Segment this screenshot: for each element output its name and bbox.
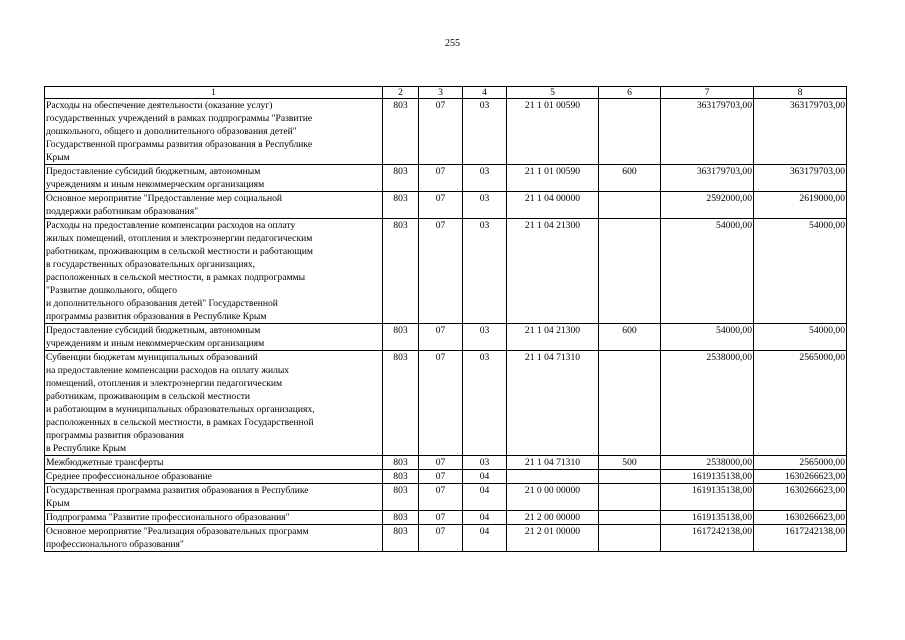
row-description xyxy=(45,165,383,192)
description-line: государственных учреждений в рамках подпрограммы "Развитие xyxy=(46,113,313,124)
cell-section-code: 07 xyxy=(419,470,463,484)
cell-section-code: 07 xyxy=(419,165,463,192)
description-line: Крым xyxy=(46,152,70,163)
cell-expense-type: 600 xyxy=(599,324,661,351)
header-col-5: 5 xyxy=(507,87,599,99)
table-row xyxy=(45,525,847,552)
cell-target-code: 21 1 01 00590 xyxy=(507,99,599,165)
description-line: работникам, проживающим в сельской местности и работающим xyxy=(46,246,313,257)
header-row xyxy=(45,87,847,99)
page-number: 255 xyxy=(445,38,460,49)
cell-subsection-code: 04 xyxy=(463,525,507,552)
description-line: Государственной программы развития образования в Республике xyxy=(46,139,313,150)
table-row xyxy=(45,99,847,165)
header-col-6: 6 xyxy=(599,87,661,99)
description-line: Субвенции бюджетам муниципальных образований xyxy=(46,352,258,363)
cell-amount-year2: 363179703,00 xyxy=(754,99,847,165)
header-col-7: 7 xyxy=(661,87,754,99)
cell-amount-year1: 2592000,00 xyxy=(661,192,754,219)
description-line: в Республике Крым xyxy=(46,443,127,454)
description-line: Расходы на обеспечение деятельности (оказание услуг) xyxy=(46,100,273,111)
description-line: жилых помещений, отопления и электроэнергии педагогическим xyxy=(46,233,313,244)
cell-ministry-code: 803 xyxy=(383,165,419,192)
cell-ministry-code: 803 xyxy=(383,219,419,324)
cell-ministry-code: 803 xyxy=(383,525,419,552)
cell-ministry-code: 803 xyxy=(383,470,419,484)
table-row xyxy=(45,165,847,192)
cell-ministry-code: 803 xyxy=(383,456,419,470)
cell-ministry-code: 803 xyxy=(383,324,419,351)
cell-expense-type xyxy=(599,351,661,456)
cell-subsection-code: 03 xyxy=(463,219,507,324)
table-row xyxy=(45,351,847,456)
cell-subsection-code: 03 xyxy=(463,456,507,470)
cell-section-code: 07 xyxy=(419,219,463,324)
cell-target-code: 21 2 00 00000 xyxy=(507,511,599,525)
description-line: Основное мероприятие "Реализация образовательных программ xyxy=(46,526,309,537)
description-line: учреждениям и иным некоммерческим организациям xyxy=(46,338,265,349)
cell-ministry-code: 803 xyxy=(383,99,419,165)
row-description xyxy=(45,219,383,324)
cell-amount-year2: 54000,00 xyxy=(754,219,847,324)
cell-amount-year2: 1630266623,00 xyxy=(754,470,847,484)
cell-ministry-code: 803 xyxy=(383,511,419,525)
cell-ministry-code: 803 xyxy=(383,192,419,219)
cell-expense-type: 600 xyxy=(599,165,661,192)
cell-expense-type: 500 xyxy=(599,456,661,470)
table-row xyxy=(45,324,847,351)
cell-expense-type xyxy=(599,511,661,525)
cell-amount-year1: 1617242138,00 xyxy=(661,525,754,552)
cell-target-code: 21 2 01 00000 xyxy=(507,525,599,552)
description-line: поддержки работникам образования" xyxy=(46,206,199,217)
cell-amount-year2: 1630266623,00 xyxy=(754,484,847,511)
cell-amount-year1: 2538000,00 xyxy=(661,351,754,456)
cell-expense-type xyxy=(599,484,661,511)
description-line: и работающим в муниципальных образовательных организациях, xyxy=(46,404,315,415)
row-description xyxy=(45,324,383,351)
cell-amount-year2: 363179703,00 xyxy=(754,165,847,192)
cell-amount-year1: 1619135138,00 xyxy=(661,470,754,484)
description-line: расположенных в сельской местности, в рамках подпрограммы xyxy=(46,272,306,283)
cell-target-code: 21 1 01 00590 xyxy=(507,165,599,192)
description-line: в государственных образовательных организациях, xyxy=(46,259,256,270)
cell-subsection-code: 03 xyxy=(463,99,507,165)
cell-expense-type xyxy=(599,192,661,219)
table-row xyxy=(45,470,847,484)
cell-target-code xyxy=(507,470,599,484)
row-description xyxy=(45,456,383,470)
cell-amount-year2: 1630266623,00 xyxy=(754,511,847,525)
description-line: Крым xyxy=(46,498,70,509)
header-col-3: 3 xyxy=(419,87,463,99)
cell-expense-type xyxy=(599,219,661,324)
description-line: Среднее профессиональное образование xyxy=(46,471,212,482)
header-col-1: 1 xyxy=(45,87,383,99)
cell-ministry-code: 803 xyxy=(383,484,419,511)
cell-section-code: 07 xyxy=(419,324,463,351)
cell-amount-year2: 2565000,00 xyxy=(754,456,847,470)
cell-amount-year2: 54000,00 xyxy=(754,324,847,351)
description-line: "Развитие дошкольного, общего xyxy=(46,285,178,296)
row-description xyxy=(45,192,383,219)
cell-section-code: 07 xyxy=(419,192,463,219)
table-row xyxy=(45,192,847,219)
row-description xyxy=(45,470,383,484)
description-line: дошкольного, общего и дополнительного образования детей" xyxy=(46,126,297,137)
cell-subsection-code: 04 xyxy=(463,511,507,525)
description-line: расположенных в сельской местности, в рамках Государственной xyxy=(46,417,314,428)
cell-target-code: 21 1 04 21300 xyxy=(507,219,599,324)
cell-target-code: 21 1 04 21300 xyxy=(507,324,599,351)
cell-amount-year2: 2619000,00 xyxy=(754,192,847,219)
cell-amount-year1: 2538000,00 xyxy=(661,456,754,470)
cell-subsection-code: 03 xyxy=(463,165,507,192)
description-line: Подпрограмма "Развитие профессионального образования" xyxy=(46,512,290,523)
header-col-8: 8 xyxy=(754,87,847,99)
description-line: Основное мероприятие "Предоставление мер социальной xyxy=(46,193,283,204)
cell-expense-type xyxy=(599,525,661,552)
description-line: Предоставление субсидий бюджетным, автономным xyxy=(46,325,261,336)
description-line: профессионального образования" xyxy=(46,539,184,550)
cell-target-code: 21 1 04 00000 xyxy=(507,192,599,219)
cell-section-code: 07 xyxy=(419,511,463,525)
cell-target-code: 21 1 04 71310 xyxy=(507,351,599,456)
row-description xyxy=(45,511,383,525)
cell-amount-year1: 363179703,00 xyxy=(661,99,754,165)
cell-ministry-code: 803 xyxy=(383,351,419,456)
cell-subsection-code: 03 xyxy=(463,192,507,219)
cell-section-code: 07 xyxy=(419,351,463,456)
description-line: Расходы на предоставление компенсации расходов на оплату xyxy=(46,220,296,231)
row-description xyxy=(45,351,383,456)
description-line: программы развития образования в Республике Крым xyxy=(46,311,267,322)
cell-target-code: 21 1 04 71310 xyxy=(507,456,599,470)
cell-amount-year2: 1617242138,00 xyxy=(754,525,847,552)
row-description xyxy=(45,484,383,511)
budget-table xyxy=(44,86,847,552)
description-line: работникам, проживающим в сельской местности xyxy=(46,391,251,402)
description-line: программы развития образования xyxy=(46,430,184,441)
description-line: помещений, отопления и электроэнергии педагогическим xyxy=(46,378,283,389)
header-col-2: 2 xyxy=(383,87,419,99)
table-row xyxy=(45,511,847,525)
cell-expense-type xyxy=(599,470,661,484)
cell-section-code: 07 xyxy=(419,456,463,470)
cell-amount-year1: 1619135138,00 xyxy=(661,484,754,511)
cell-amount-year2: 2565000,00 xyxy=(754,351,847,456)
cell-section-code: 07 xyxy=(419,525,463,552)
description-line: и дополнительного образования детей" Государственной xyxy=(46,298,278,309)
cell-subsection-code: 03 xyxy=(463,351,507,456)
description-line: учреждениям и иным некоммерческим организациям xyxy=(46,179,265,190)
cell-subsection-code: 04 xyxy=(463,484,507,511)
cell-target-code: 21 0 00 00000 xyxy=(507,484,599,511)
table-body xyxy=(45,99,847,552)
cell-section-code: 07 xyxy=(419,484,463,511)
row-description xyxy=(45,99,383,165)
cell-amount-year1: 54000,00 xyxy=(661,324,754,351)
cell-subsection-code: 04 xyxy=(463,470,507,484)
table-row xyxy=(45,456,847,470)
description-line: Предоставление субсидий бюджетным, автономным xyxy=(46,166,261,177)
cell-amount-year1: 54000,00 xyxy=(661,219,754,324)
header-col-4: 4 xyxy=(463,87,507,99)
cell-amount-year1: 363179703,00 xyxy=(661,165,754,192)
description-line: на предоставление компенсации расходов на оплату жилых xyxy=(46,365,290,376)
cell-expense-type xyxy=(599,99,661,165)
cell-amount-year1: 1619135138,00 xyxy=(661,511,754,525)
table-row xyxy=(45,219,847,324)
table-row xyxy=(45,484,847,511)
row-description xyxy=(45,525,383,552)
description-line: Государственная программа развития образования в Республике xyxy=(46,485,309,496)
cell-section-code: 07 xyxy=(419,99,463,165)
description-line: Межбюджетные трансферты xyxy=(46,457,164,468)
cell-subsection-code: 03 xyxy=(463,324,507,351)
